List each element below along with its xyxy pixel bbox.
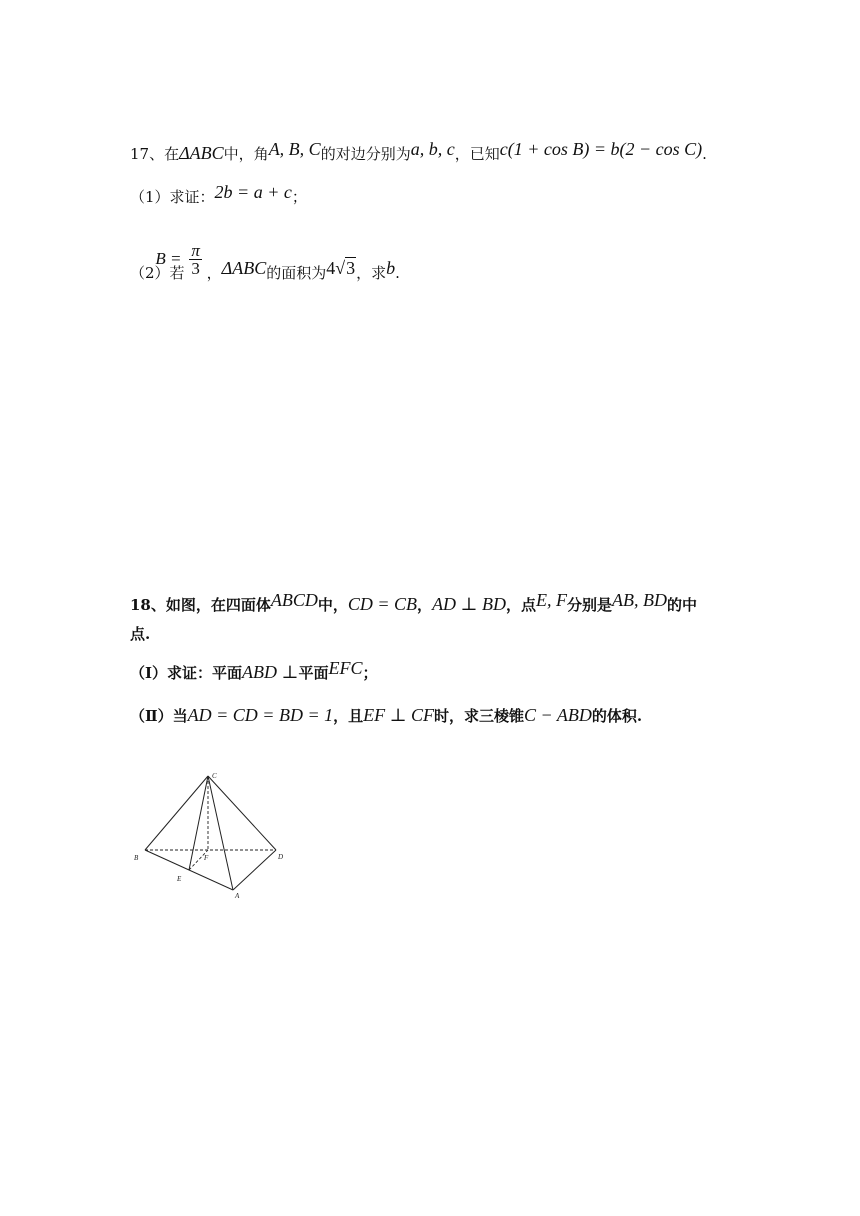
math-triangle-abc-2: ΔABC (221, 257, 267, 278)
math-triangle-abc: ΔABC (179, 143, 224, 163)
math-angles: A, B, C (268, 139, 321, 159)
math-sides: a, b, c (410, 139, 455, 159)
math-plane-efc: EFC (328, 658, 363, 678)
edge-ad (233, 850, 276, 890)
label-d: D (278, 853, 284, 861)
problem-18-statement-cont: 点. (130, 625, 151, 643)
label-f: F (204, 854, 209, 862)
math-abcd: ABCD (270, 590, 318, 610)
problem-18-part-2: （Ⅱ）当AD = CD = BD = 1，且EF ⊥ CF时，求三棱锥C − ABD的体积. (130, 705, 643, 725)
math-b: b (386, 257, 396, 278)
label-b: B (134, 854, 139, 862)
math-ab-bd: AB, BD (612, 590, 667, 610)
tetrahedron-figure (130, 768, 300, 904)
math-ef: E, F (536, 590, 567, 610)
label-e: E (177, 875, 182, 883)
math-given-equation: c(1 + cos B) = b(2 − cos C) (499, 139, 703, 159)
label-c: C (212, 772, 217, 780)
edge-ca (208, 776, 233, 890)
math-lengths: AD = CD = BD = 1 (187, 705, 334, 725)
edge-cb (145, 776, 208, 850)
problem-18-statement: 18、如图，在四面体ABCD中，CD = CB，AD ⊥ BD，点E, F分别是AB, BD的中 (130, 590, 698, 614)
math-cd-eq-cb: CD = CB (347, 594, 418, 614)
edge-cd (208, 776, 276, 850)
problem-17-part-2: （2）若 B = π 3 ，ΔABC的面积为4√3，求b. (130, 241, 400, 282)
math-pyramid: C − ABD (524, 705, 592, 725)
math-plane-abd: ABD ⊥ (242, 662, 299, 682)
math-area-value: 4√3 (326, 257, 356, 278)
problem-17-part-1: （1）求证：2b = a + c； (130, 182, 307, 206)
math-part1: 2b = a + c (214, 182, 292, 202)
problem-17-statement: 17、在ΔABC中，角A, B, C的对边分别为a, b, c，已知c(1 + cos B) = b(2 − cos C). (130, 139, 707, 163)
math-b-equals-pi-over-3: B = π 3 (155, 241, 200, 278)
math-ef-perp-cf: EF ⊥ CF (363, 705, 435, 725)
problem-18-part-1: （Ⅰ）求证：平面ABD ⊥平面EFC； (130, 658, 378, 682)
math-ad-perp-bd: AD ⊥ BD (432, 594, 506, 614)
label-a: A (235, 892, 240, 900)
